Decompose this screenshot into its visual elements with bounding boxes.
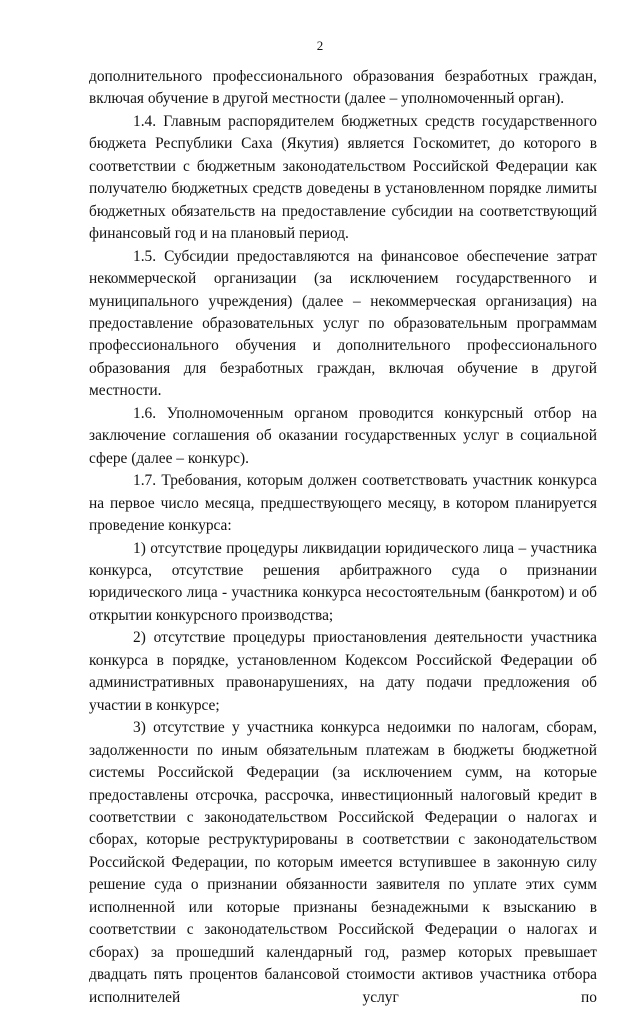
document-body — [89, 66, 597, 1009]
paragraph-1-6: 1.6. Уполномоченным органом проводится конкурсный отбор на заключение соглашения об оказании государственных услуг в социальной сфере (далее – конкурс). — [89, 404, 597, 467]
list-item-1: 1) отсутствие процедуры ликвидации юридического лица – участника конкурса, отсутствие решения арбитражного суда о признании юридического лица - участника конкурса несостоятельным (банкротом) и об открытии конкурсного производства; — [89, 539, 597, 624]
paragraph-continued: дополнительного профессионального образования безработных граждан, включая обучение в другой местности (далее – уполномоченный орган). — [89, 68, 597, 108]
paragraph-1-5: 1.5. Субсидии предоставляются на финансовое обеспечение затрат некоммерческой организации (за исключением государственного и муниципального учреждения) (далее – некоммерческая организация) на предоставление образовательных услуг по образовательным программам профессионального обучения и дополнительного профессионального образования для безработных граждан, включая обучение в другой местности. — [89, 247, 597, 400]
list-item-3: 3) отсутствие у участника конкурса недоимки по налогам, сборам, задолженности по иным обязательным платежам в бюджеты бюджетной системы Российской Федерации (за исключением сумм, на которые предоставлены отсрочка, рассрочка, инвестиционный налоговый кредит в соответствии с законодательством Российской Федерации о налогах и сборах, которые реструктурированы в соответствии с законодательством Российской Федерации, по которым имеется вступившее в законную силу решение суда о признании обязанности заявителя по уплате этих сумм исполненной или которые признаны безнадежными к взысканию в соответствии с законодательством Российской Федерации о налогах и сборах) за прошедший календарный год, размер которых превышает двадцать пять процентов балансовой стоимости активов участника отбора исполнителей услуг по — [89, 719, 597, 1006]
paragraph-1-4: 1.4. Главным распорядителем бюджетных средств государственного бюджета Республики Саха (Якутия) является Госкомитет, до которого в соответствии с бюджетным законодательством Российской Федерации как получателю бюджетных средств доведены в установленном порядке лимиты бюджетных обязательств на предоставление субсидии на соответствующий финансовый год и на плановый период. — [89, 112, 597, 243]
paragraph-1-7: 1.7. Требования, которым должен соответствовать участник конкурса на первое число месяца, предшествующего месяцу, в котором планируется проведение конкурса: — [89, 472, 597, 535]
page-number: 2 — [316, 38, 324, 53]
list-item-2: 2) отсутствие процедуры приостановления деятельности участника конкурса в порядке, установленном Кодексом Российской Федерации об административных правонарушениях, на дату подачи предложения об участии в конкурсе; — [89, 629, 597, 714]
